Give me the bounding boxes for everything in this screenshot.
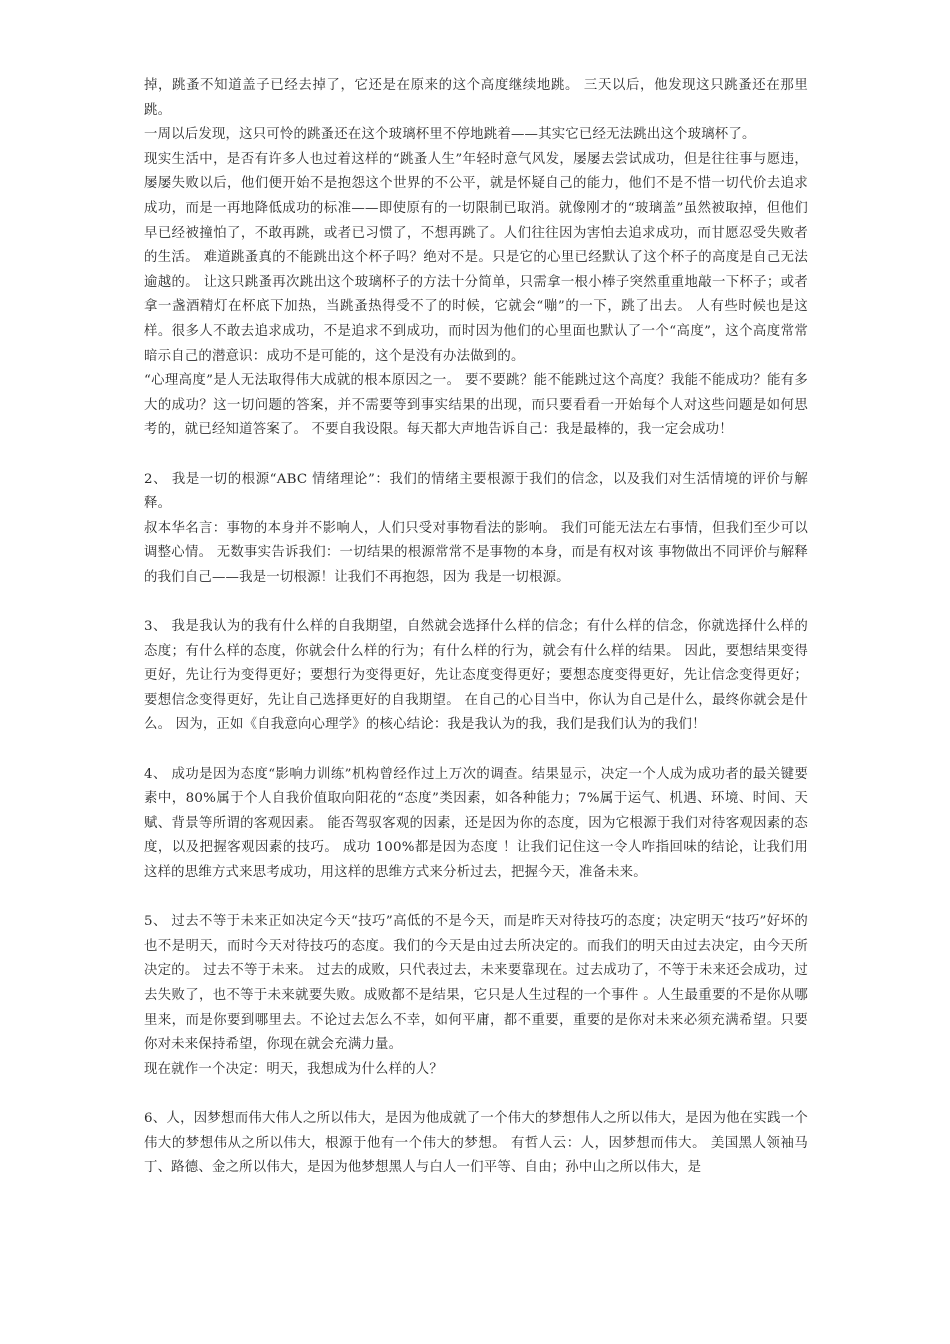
paragraph-one-week-later: 一周以后发现，这只可怜的跳蚤还在这个玻璃杯里不停地跳着——其实它已经无法跳出这个玻璃杯了。 [144,127,756,143]
paragraph-decision-question: 现在就作一个决定：明天，我想成为什么样的人？ [144,1061,443,1077]
paragraph-point-5: 5、 过去不等于未来正如决定今天“技巧”高低的不是今天，而是昨天对待技巧的态度；决定明天“技巧”好坏的也不是明天，而时今天对待技巧的态度。我们的今天是由过去所决定的。而我们的明天由过去决定，由今天所决定的。 过去不等于未来。 过去的成败，只代表过去，未来要靠现在。过去成功了，不等于未来还会成功，过去失败了，也不等于未来就要失败。成败都不是结果，它只是人生过程的一个事件 。人生最重要的不是你从哪里来，而是你要到哪里去。不论过去怎么不幸，如何平庸，都不重要，重要的是你对未来必须充满希望。只要你对未来保持希望，你现在就会充满力量。 [144,914,808,1053]
paragraph-point-4: 4、 成功是因为态度“影响力训练”机构曾经作过上万次的调查。结果显示，决定一个人成为成功者的最关键要素中，80%属于个人自我价值取向阳花的“态度”类因素，如各种能力；7%属于运气、机遇、环境、时间、天赋、背景等所谓的客观因素。 能否驾驭客观的因素，还是因为你的态度，因为它根源于我们对待客观因素的态度，以及把握客观因素的技巧。 成功 100%都是因为态度 ！让我们记住这一令人咋指回味的结论，让我们用这样的思维方式来思考成功，用这样的思维方式来分析过去，把握今天，准备未来。 [144,766,808,880]
paragraph-spacer [144,443,808,468]
paragraph-point-2-heading: 2、 我是一切的根源“ABC 情绪理论”：我们的情绪主要根源于我们的信念，以及我们对生活情境的评价与解释。 [144,471,808,512]
paragraph-spacer [144,738,808,763]
paragraph-spacer [144,1082,808,1107]
paragraph-point-3: 3、 我是我认为的我有什么样的自我期望，自然就会选择什么样的信念；有什么样的信念，你就选择什么样的态度；有什么样的态度，你就会什么样的行为；有什么样的行为，就会有什么样的结果。 因此，要想结果变得更好，先让行为变得更好；要想行为变得更好，先让态度变得更好；要想态度变得更好，先让信念变得更好；要想信念变得更好，先让自己选择更好的自我期望。 在自己的心目当中，你认为自己是什么，最终你就会是什么。 因为，正如《自我意向心理学》的核心结论：我是我认为的我，我们是我们认为的我们！ [144,619,808,733]
paragraph-flea-lid-removed: 掉，跳蚤不知道盖子已经去掉了，它还是在原来的这个高度继续地跳。 三天以后，他发现这只跳蚤还在那里跳。 [144,78,808,118]
paragraph-point-6: 6、人，因梦想而伟大伟人之所以伟大，是因为他成就了一个伟大的梦想伟人之所以伟大，是因为他在实践一个伟大的梦想伟从之所以伟大，根源于他有一个伟大的梦想。 有哲人云：人，因梦想而伟大。 美国黑人领袖马丁、路德、金之所以伟大，是因为他梦想黑人与白人一们平等、自由；孙中山之所以伟大，是 [144,1110,808,1176]
paragraph-flea-life: 现实生活中，是否有许多人也过着这样的“跳蚤人生”年轻时意气风发，屡屡去尝试成功，但是往往事与愿违，屡屡失败以后，他们便开始不是抱怨这个世界的不公平，就是怀疑自己的能力，他们不是不惜一切代价去追求成功，而是一再地降低成功的标准——即使原有的一切限制已取消。就像刚才的“玻璃盖”虽然被取掉，但他们早已经被撞怕了，不敢再跳，或者已习惯了，不想再跳了。人们往往因为害怕去追求成功，而甘愿忍受失败者的生活。 难道跳蚤真的不能跳出这个杯子吗？绝对不是。只是它的心里已经默认了这个杯子的高度是自己无法逾越的。 让这只跳蚤再次跳出这个玻璃杯子的方法十分简单，只需拿一根小棒子突然重重地敲一下杯子；或者拿一盏酒精灯在杯底下加热，当跳蚤热得受不了的时候，它就会“嘣”的一下，跳了出去。 人有些时候也是这样。很多人不敢去追求成功，不是追求不到成功，而时因为他们的心里面也默认了一个“高度”，这个高度常常暗示自己的潜意识：成功不是可能的，这个是没有办法做到的。 [144,151,808,364]
document-page [144,74,808,1181]
paragraph-schopenhauer-quote: 叔本华名言：事物的本身并不影响人，人们只受对事物看法的影响。 我们可能无法左右事情，但我们至少可以调整心情。 无数事实告诉我们：一切结果的根源常常不是事物的本身，而是有权对该 事物做出不同评价与解释的我们自己——我是一切根源！让我们不再抱怨，因为 我是一切根源。 [144,520,808,585]
paragraph-psychological-height: “心理高度”是人无法取得伟大成就的根本原因之一。 要不要跳？能不能跳过这个高度？我能不能成功？能有多大的成功？这一切问题的答案，并不需要等到事实结果的出现，而只要看看一开始每个人对这些问题是如何思考的，就已经知道答案了。 不要自我设限。每天都大声地告诉自己：我是最棒的，我一定会成功！ [144,373,808,438]
paragraph-spacer [144,886,808,911]
paragraph-spacer [144,590,808,615]
